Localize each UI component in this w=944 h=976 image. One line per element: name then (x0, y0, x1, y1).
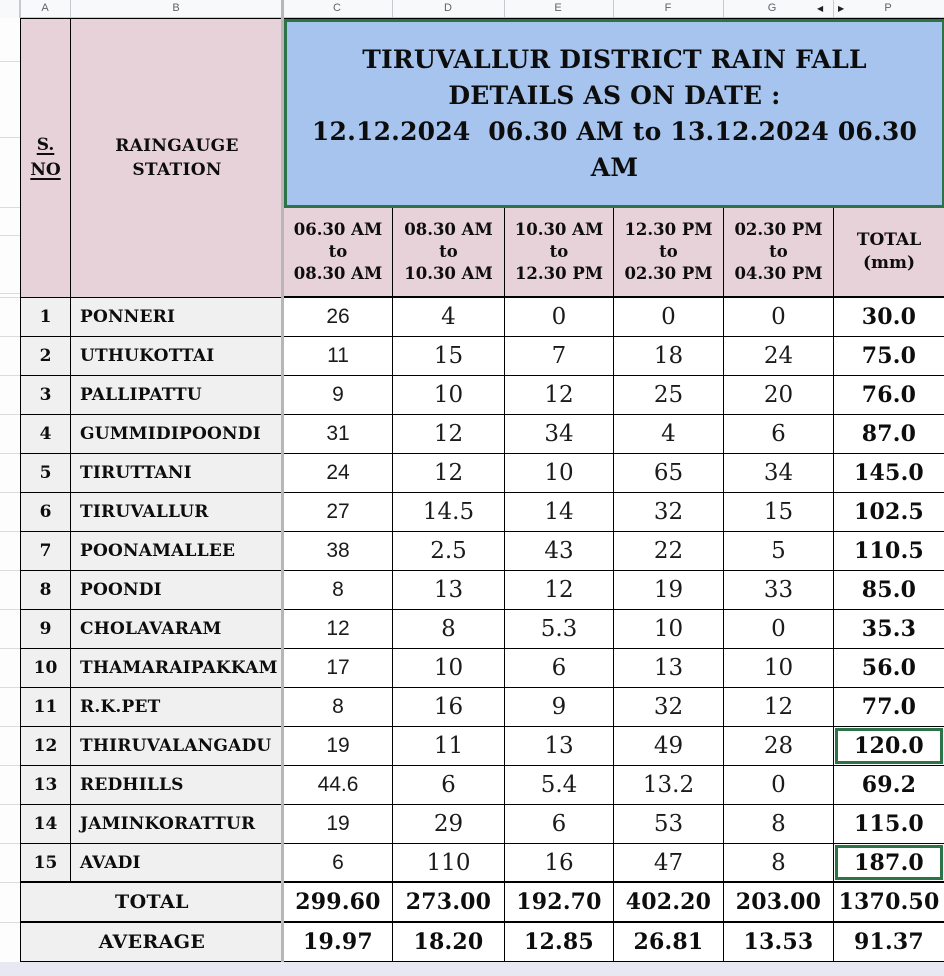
value-cell-0830-1030[interactable]: 14.5 (393, 493, 505, 532)
value-cell-0630-0830[interactable]: 8 (284, 688, 393, 727)
station-name-cell[interactable]: CHOLAVARAM (71, 610, 284, 649)
time-header-0630-0830[interactable]: 06.30 AM to 08.30 AM (284, 208, 393, 298)
average-value-g[interactable]: 13.53 (724, 923, 834, 963)
row-number-cell[interactable]: 3 (21, 376, 71, 415)
average-grand-value[interactable]: 91.37 (834, 923, 944, 963)
value-cell-1230-0230[interactable]: 32 (614, 688, 724, 727)
row-total-cell[interactable]: 145.0 (834, 454, 944, 493)
value-cell-1230-0230[interactable]: 13 (614, 649, 724, 688)
title-line4: AM (590, 152, 639, 182)
row-number-cell[interactable]: 13 (21, 766, 71, 805)
value-cell-1030-1230[interactable]: 16 (505, 844, 614, 883)
value-cell-0630-0830[interactable]: 19 (284, 805, 393, 844)
row-total-cell[interactable]: 77.0 (834, 688, 944, 727)
station-name-cell[interactable]: THIRUVALANGADU (71, 727, 284, 766)
value-cell-1230-0230[interactable]: 19 (614, 571, 724, 610)
hidden-columns-right-arrow-icon[interactable]: ▶ (838, 4, 845, 13)
value-cell-1030-1230[interactable]: 13 (505, 727, 614, 766)
table-row (21, 688, 944, 727)
table-row (21, 376, 944, 415)
value-cell-0830-1030[interactable]: 10 (393, 649, 505, 688)
station-name-cell[interactable]: PALLIPATTU (71, 376, 284, 415)
value-cell-0830-1030[interactable]: 6 (393, 766, 505, 805)
column-header-D[interactable]: D (444, 2, 452, 14)
rainfall-table (20, 18, 944, 962)
time-header-0230-0430[interactable]: 02.30 PM to 04.30 PM (724, 208, 834, 298)
station-name-cell[interactable]: AVADI (71, 844, 284, 883)
value-cell-0230-0430[interactable]: 0 (724, 766, 834, 805)
row-number-cell[interactable]: 15 (21, 844, 71, 883)
station-name-cell[interactable]: TIRUVALLUR (71, 493, 284, 532)
row-total-cell[interactable]: 102.5 (834, 493, 944, 532)
sno-header-cell[interactable] (21, 19, 71, 298)
row-number-cell[interactable]: 1 (21, 298, 71, 337)
table-row (21, 532, 944, 571)
value-cell-0830-1030[interactable]: 12 (393, 415, 505, 454)
value-cell-0630-0830[interactable]: 44.6 (284, 766, 393, 805)
row-number-cell[interactable]: 2 (21, 337, 71, 376)
total-value-d[interactable]: 273.00 (393, 883, 505, 923)
table-row (21, 805, 944, 844)
station-name-cell[interactable]: THAMARAIPAKKAM (71, 649, 284, 688)
value-cell-0830-1030[interactable]: 29 (393, 805, 505, 844)
table-row (21, 298, 944, 337)
value-cell-0630-0830[interactable]: 12 (284, 610, 393, 649)
raingauge-station-header-cell[interactable] (71, 19, 284, 298)
value-cell-0630-0830[interactable]: 6 (284, 844, 393, 883)
value-cell-1230-0230[interactable]: 49 (614, 727, 724, 766)
hidden-columns-left-arrow-icon[interactable]: ◀ (817, 4, 824, 13)
average-row-label[interactable]: AVERAGE (21, 923, 284, 963)
value-cell-1030-1230[interactable]: 34 (505, 415, 614, 454)
time-header-0830-1030[interactable]: 08.30 AM to 10.30 AM (393, 208, 505, 298)
value-cell-1030-1230[interactable]: 10 (505, 454, 614, 493)
station-name-cell[interactable]: R.K.PET (71, 688, 284, 727)
average-value-d[interactable]: 18.20 (393, 923, 505, 963)
sheet-corner (0, 0, 20, 18)
table-row (21, 727, 944, 766)
value-cell-0630-0830[interactable]: 17 (284, 649, 393, 688)
row-number-cell[interactable]: 12 (21, 727, 71, 766)
value-cell-0230-0430[interactable]: 8 (724, 844, 834, 883)
title-line1: TIRUVALLUR DISTRICT RAIN FALL (362, 44, 867, 74)
row-gutter (0, 18, 20, 962)
time-header-1230-0230[interactable]: 12.30 PM to 02.30 PM (614, 208, 724, 298)
value-cell-0230-0430[interactable]: 15 (724, 493, 834, 532)
value-cell-0630-0830[interactable]: 11 (284, 337, 393, 376)
row-number-cell[interactable]: 7 (21, 532, 71, 571)
table-row (21, 415, 944, 454)
value-cell-0630-0830[interactable]: 8 (284, 571, 393, 610)
row-total-cell[interactable]: 30.0 (834, 298, 944, 337)
station-label-line2: STATION (132, 160, 222, 180)
column-header-A[interactable]: A (41, 2, 49, 14)
row-number-cell[interactable]: 5 (21, 454, 71, 493)
row-total-cell[interactable]: 120.0 (834, 727, 944, 766)
value-cell-0830-1030[interactable]: 13 (393, 571, 505, 610)
row-number-cell[interactable]: 9 (21, 610, 71, 649)
total-mm-header[interactable]: TOTAL (mm) (834, 208, 944, 298)
row-total-cell[interactable]: 110.5 (834, 532, 944, 571)
station-name-cell[interactable]: REDHILLS (71, 766, 284, 805)
row-total-cell[interactable]: 75.0 (834, 337, 944, 376)
value-cell-1030-1230[interactable]: 9 (505, 688, 614, 727)
value-cell-1030-1230[interactable]: 6 (505, 649, 614, 688)
value-cell-1230-0230[interactable]: 22 (614, 532, 724, 571)
value-cell-0630-0830[interactable]: 26 (284, 298, 393, 337)
freeze-pane-divider[interactable] (281, 0, 284, 962)
value-cell-0830-1030[interactable]: 4 (393, 298, 505, 337)
value-cell-0830-1030[interactable]: 12 (393, 454, 505, 493)
column-header-G[interactable]: G (767, 2, 777, 14)
value-cell-0230-0430[interactable]: 20 (724, 376, 834, 415)
row-total-cell[interactable]: 69.2 (834, 766, 944, 805)
station-name-cell[interactable]: JAMINKORATTUR (71, 805, 284, 844)
value-cell-1030-1230[interactable]: 43 (505, 532, 614, 571)
value-cell-1030-1230[interactable]: 6 (505, 805, 614, 844)
value-cell-0230-0430[interactable]: 10 (724, 649, 834, 688)
time-header-1030-1230[interactable]: 10.30 AM to 12.30 PM (505, 208, 614, 298)
value-cell-1230-0230[interactable]: 53 (614, 805, 724, 844)
average-row (21, 923, 944, 963)
time-header-row (284, 208, 944, 298)
value-cell-1030-1230[interactable]: 12 (505, 376, 614, 415)
value-cell-0830-1030[interactable]: 8 (393, 610, 505, 649)
value-cell-0230-0430[interactable]: 28 (724, 727, 834, 766)
value-cell-1230-0230[interactable]: 10 (614, 610, 724, 649)
value-cell-0230-0430[interactable]: 24 (724, 337, 834, 376)
station-name-cell[interactable]: POONDI (71, 571, 284, 610)
value-cell-0830-1030[interactable]: 10 (393, 376, 505, 415)
value-cell-1230-0230[interactable]: 25 (614, 376, 724, 415)
value-cell-1230-0230[interactable]: 32 (614, 493, 724, 532)
value-cell-0630-0830[interactable]: 38 (284, 532, 393, 571)
column-header-C[interactable]: C (333, 2, 341, 14)
value-cell-0630-0830[interactable]: 31 (284, 415, 393, 454)
column-header-strip (0, 0, 944, 18)
row-number-cell[interactable]: 4 (21, 415, 71, 454)
sno-label-line1: S. (36, 135, 55, 155)
total-grand-value[interactable]: 1370.50 (834, 883, 944, 923)
value-cell-0630-0830[interactable]: 9 (284, 376, 393, 415)
station-name-cell[interactable]: TIRUTTANI (71, 454, 284, 493)
value-cell-1230-0230[interactable]: 47 (614, 844, 724, 883)
value-cell-1230-0230[interactable]: 65 (614, 454, 724, 493)
value-cell-0830-1030[interactable]: 16 (393, 688, 505, 727)
value-cell-0830-1030[interactable]: 2.5 (393, 532, 505, 571)
total-row (21, 883, 944, 923)
value-cell-0630-0830[interactable]: 27 (284, 493, 393, 532)
value-cell-0230-0430[interactable]: 5 (724, 532, 834, 571)
value-cell-0230-0430[interactable]: 34 (724, 454, 834, 493)
row-total-cell[interactable]: 35.3 (834, 610, 944, 649)
table-row (21, 844, 944, 883)
station-label-line1: RAINGAUGE (115, 136, 239, 156)
title-line3: 12.12.2024 06.30 AM to 13.12.2024 06.30 (311, 116, 918, 146)
value-cell-1030-1230[interactable]: 5.4 (505, 766, 614, 805)
table-row (21, 337, 944, 376)
value-cell-0830-1030[interactable]: 110 (393, 844, 505, 883)
row-total-cell[interactable]: 187.0 (834, 844, 944, 883)
data-rows (21, 298, 944, 883)
value-cell-0230-0430[interactable]: 33 (724, 571, 834, 610)
value-cell-0830-1030[interactable]: 15 (393, 337, 505, 376)
row-number-cell[interactable]: 11 (21, 688, 71, 727)
row-total-cell[interactable]: 76.0 (834, 376, 944, 415)
total-value-c[interactable]: 299.60 (284, 883, 393, 923)
row-number-cell[interactable]: 8 (21, 571, 71, 610)
value-cell-1230-0230[interactable]: 13.2 (614, 766, 724, 805)
total-value-e[interactable]: 192.70 (505, 883, 614, 923)
column-header-E[interactable]: E (554, 2, 562, 14)
column-header-F[interactable]: F (664, 2, 672, 14)
column-header-B[interactable]: B (172, 2, 180, 14)
table-header-block (21, 19, 944, 298)
table-row (21, 493, 944, 532)
row-number-cell[interactable]: 14 (21, 805, 71, 844)
value-cell-1030-1230[interactable]: 7 (505, 337, 614, 376)
title-line2: DETAILS AS ON DATE : (448, 80, 781, 110)
value-cell-1230-0230[interactable]: 4 (614, 415, 724, 454)
station-name-cell[interactable]: GUMMIDIPOONDI (71, 415, 284, 454)
table-row (21, 610, 944, 649)
sno-label-line2: NO (30, 160, 61, 180)
column-header-P[interactable]: P (884, 2, 892, 14)
station-name-cell[interactable]: POONAMALLEE (71, 532, 284, 571)
average-value-f[interactable]: 26.81 (614, 923, 724, 963)
value-cell-0630-0830[interactable]: 19 (284, 727, 393, 766)
value-cell-1030-1230[interactable]: 5.3 (505, 610, 614, 649)
value-cell-0230-0430[interactable]: 8 (724, 805, 834, 844)
row-total-cell[interactable]: 87.0 (834, 415, 944, 454)
total-row-label[interactable]: TOTAL (21, 883, 284, 923)
average-value-e[interactable]: 12.85 (505, 923, 614, 963)
row-total-cell[interactable]: 115.0 (834, 805, 944, 844)
value-cell-0230-0430[interactable]: 6 (724, 415, 834, 454)
average-value-c[interactable]: 19.97 (284, 923, 393, 963)
row-total-cell[interactable]: 56.0 (834, 649, 944, 688)
station-name-cell[interactable]: UTHUKOTTAI (71, 337, 284, 376)
row-number-cell[interactable]: 10 (21, 649, 71, 688)
report-title-cell[interactable] (284, 19, 944, 208)
value-cell-1030-1230[interactable]: 12 (505, 571, 614, 610)
table-row (21, 571, 944, 610)
value-cell-1030-1230[interactable]: 0 (505, 298, 614, 337)
station-name-cell[interactable]: PONNERI (71, 298, 284, 337)
row-total-cell[interactable]: 85.0 (834, 571, 944, 610)
table-row (21, 649, 944, 688)
total-value-g[interactable]: 203.00 (724, 883, 834, 923)
value-cell-0230-0430[interactable]: 12 (724, 688, 834, 727)
sheet-bottom-strip (0, 962, 944, 976)
value-cell-1230-0230[interactable]: 0 (614, 298, 724, 337)
value-cell-0230-0430[interactable]: 0 (724, 610, 834, 649)
value-cell-1230-0230[interactable]: 18 (614, 337, 724, 376)
value-cell-1030-1230[interactable]: 14 (505, 493, 614, 532)
value-cell-0630-0830[interactable]: 24 (284, 454, 393, 493)
total-value-f[interactable]: 402.20 (614, 883, 724, 923)
value-cell-0230-0430[interactable]: 0 (724, 298, 834, 337)
table-row (21, 454, 944, 493)
value-cell-0830-1030[interactable]: 11 (393, 727, 505, 766)
table-row (21, 766, 944, 805)
row-number-cell[interactable]: 6 (21, 493, 71, 532)
